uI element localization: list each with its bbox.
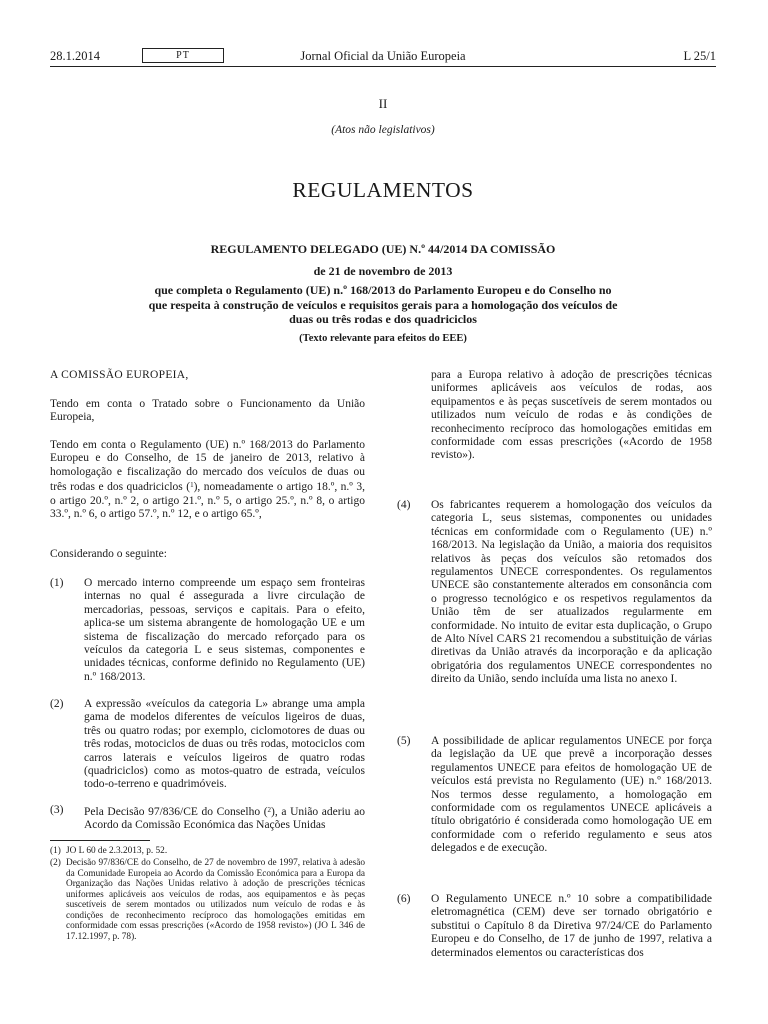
regulation-title: REGULAMENTO DELEGADO (UE) N.º 44/2014 DA COMISSÃO: [210, 242, 556, 256]
recital-number: (3): [50, 804, 64, 816]
acts-label: (Atos não legislativos): [331, 124, 435, 136]
recital-text: [84, 804, 365, 833]
regulation-date: de 21 de novembro de 2013: [313, 264, 453, 278]
journal-title: Jornal Oficial da União Europeia: [300, 49, 466, 63]
regulation-text-a: Tendo em conta o Regulamento (UE) n.º 168/2013 do Parlamento Europeu e do Conselho, de 15 de janeiro de 2013, relativo à homologação e fiscalização do mercado dos veículos de duas ou três rodas e dos quadriciclos (: [50, 439, 365, 494]
regulation-recital: [50, 439, 365, 521]
part-number: II: [378, 96, 388, 111]
recital-text: O Regulamento UNECE n.º 10 sobre a compatibilidade eletromagnética (CEM) deve ser tornado obrigatório e substitui o Capítulo 8 da Diretiva 97/24/CE do Parlamento Europeu e do Conselho, de 17 de junho de 1997, relativa a determinados elementos ou características dos: [431, 893, 712, 959]
recital-number: (4): [397, 499, 411, 511]
footnote-ref[interactable]: 2: [267, 806, 272, 814]
considering-line: Considerando o seguinte:: [50, 548, 167, 560]
recital-number: (1): [50, 577, 64, 589]
recital-text: O mercado interno compreende um espaço sem fronteiras internas no qual é assegurada a livre circulação de mercadorias, pessoas, serviços e capitais. Para o efeito, aplica-se um sistema abrangente de homologação UE e um sistema de fiscalização do mercado reforçado para os veículos da categoria L e seus sistemas, componentes e unidades técnicas, conforme definido no Regulamento (UE) n.º 168/2013.: [84, 577, 365, 683]
footnote-divider: [50, 840, 150, 841]
header-divider: [50, 66, 716, 67]
footnote-text: Decisão 97/836/CE do Conselho, de 27 de novembro de 1997, relativa à adesão da Comunidade Europeia ao Acordo da Comissão Económica para a Europa da Organização das Nações Unidas relativo à adoção de prescrições técnicas uniformes aplicáveis aos veículos de rodas, aos equipamentos e às peças suscetíveis de serem montados ou utilizados num veículo de rodas e às condições de reconhecimento recíproco das homologações emitidas em conformidade com essas prescrições («Acordo de 1958 revisto») (JO L 346 de 17.12.1997, p. 78).: [66, 858, 365, 942]
recital-number: (5): [397, 735, 411, 747]
commission-line: A COMISSÃO EUROPEIA,: [50, 369, 189, 381]
recital-number: (6): [397, 893, 411, 905]
footnote-number: (2): [50, 858, 61, 868]
recital-continuation: para a Europa relativo à adoção de prescrições técnicas uniformes aplicáveis aos veículos de rodas, aos equipamentos e às peças suscetíveis de serem montados ou utilizados num veículo de rodas e às condições de reconhecimento recíproco das homologações emitidas em conformidade com essas prescrições («Acordo de 1958 revisto»).: [431, 369, 712, 462]
recital-text: A expressão «veículos da categoria L» abrange uma ampla gama de modelos diferentes de veículos ligeiros de duas, três ou quatro rodas; por exemplo, ciclomotores de duas ou três rodas, motociclos de duas ou três rodas, motociclos com carros laterais e veículos ligeiros de quatro rodas (quadriciclos) como as motos-quatro de estrada, veículos todo-o-terreno e quadrimóveis.: [84, 698, 365, 791]
recital-text-b: ), a União aderiu ao Acordo da Comissão Económica das Nações Unidas: [84, 806, 365, 832]
regulation-subtitle: que completa o Regulamento (UE) n.º 168/2013 do Parlamento Europeu e do Conselho no que respeita à construção de veículos e requisitos gerais para a homologação dos veículos de duas ou três rodas e dos quadriciclos: [148, 283, 618, 326]
header-date: 28.1.2014: [50, 49, 100, 63]
recital-text: A possibilidade de aplicar regulamentos UNECE por força da legislação da UE que prevê a incorporação desses regulamentos UNECE para efeitos de homologação UE de veículos está prevista no Regulamento (UE) n.º 168/2013. Nos termos desse regulamento, a homologação em conformidade com os regulamentos UNECE aplicáveis a título obrigatório é considerada como homologação UE em conformidade com o referido regulamento e seus atos delegados e de execução.: [431, 735, 712, 855]
recital-text-a: Pela Decisão 97/836/CE do Conselho (: [84, 806, 268, 818]
footnote-number: (1): [50, 846, 61, 856]
page-number: L 25/1: [683, 49, 716, 63]
footnote-ref[interactable]: 1: [190, 481, 194, 490]
treaty-recital: Tendo em conta o Tratado sobre o Funcionamento da União Europeia,: [50, 398, 365, 424]
regulation-text-b: ), nomeadamente o artigo 18.º, n.º 3, o artigo 20.º, n.º 2, o artigo 21.º, n.º 5, o artigo 25.º, n.º 8, o artigo 33.º, n.º 6, o artigo 57.º, n.º 12, e o artigo 65.º,: [50, 481, 365, 521]
section-heading: REGULAMENTOS: [292, 178, 474, 202]
eee-relevance: (Texto relevante para efeitos do EEE): [299, 333, 467, 344]
language-badge: PT: [142, 48, 224, 63]
footnote-text: JO L 60 de 2.3.2013, p. 52.: [66, 846, 168, 856]
page-header: [50, 49, 716, 65]
recital-number: (2): [50, 698, 64, 710]
recital-text: Os fabricantes requerem a homologação dos veículos da categoria L, seus sistemas, componentes ou unidades técnicas em conformidade com o Regulamento (UE) n.º 168/2013. Na legislação da União, a maioria dos requisitos relativos às peças dos veículos são retomados dos regulamentos UNECE correspondentes. Os regulamentos UNECE são constantemente alterados em consonância com o progresso tecnológico e os respetivos regulamentos da União têm de ser atualizados regularmente em conformidade. No intuito de evitar esta duplicação, o Grupo de Alto Nível CARS 21 recomendou a substituição de várias diretivas da União através da incorporação e da aplicação obrigatória dos regulamentos UNECE correspondentes no direito da União, sendo incluída uma lista no anexo I.: [431, 499, 712, 686]
